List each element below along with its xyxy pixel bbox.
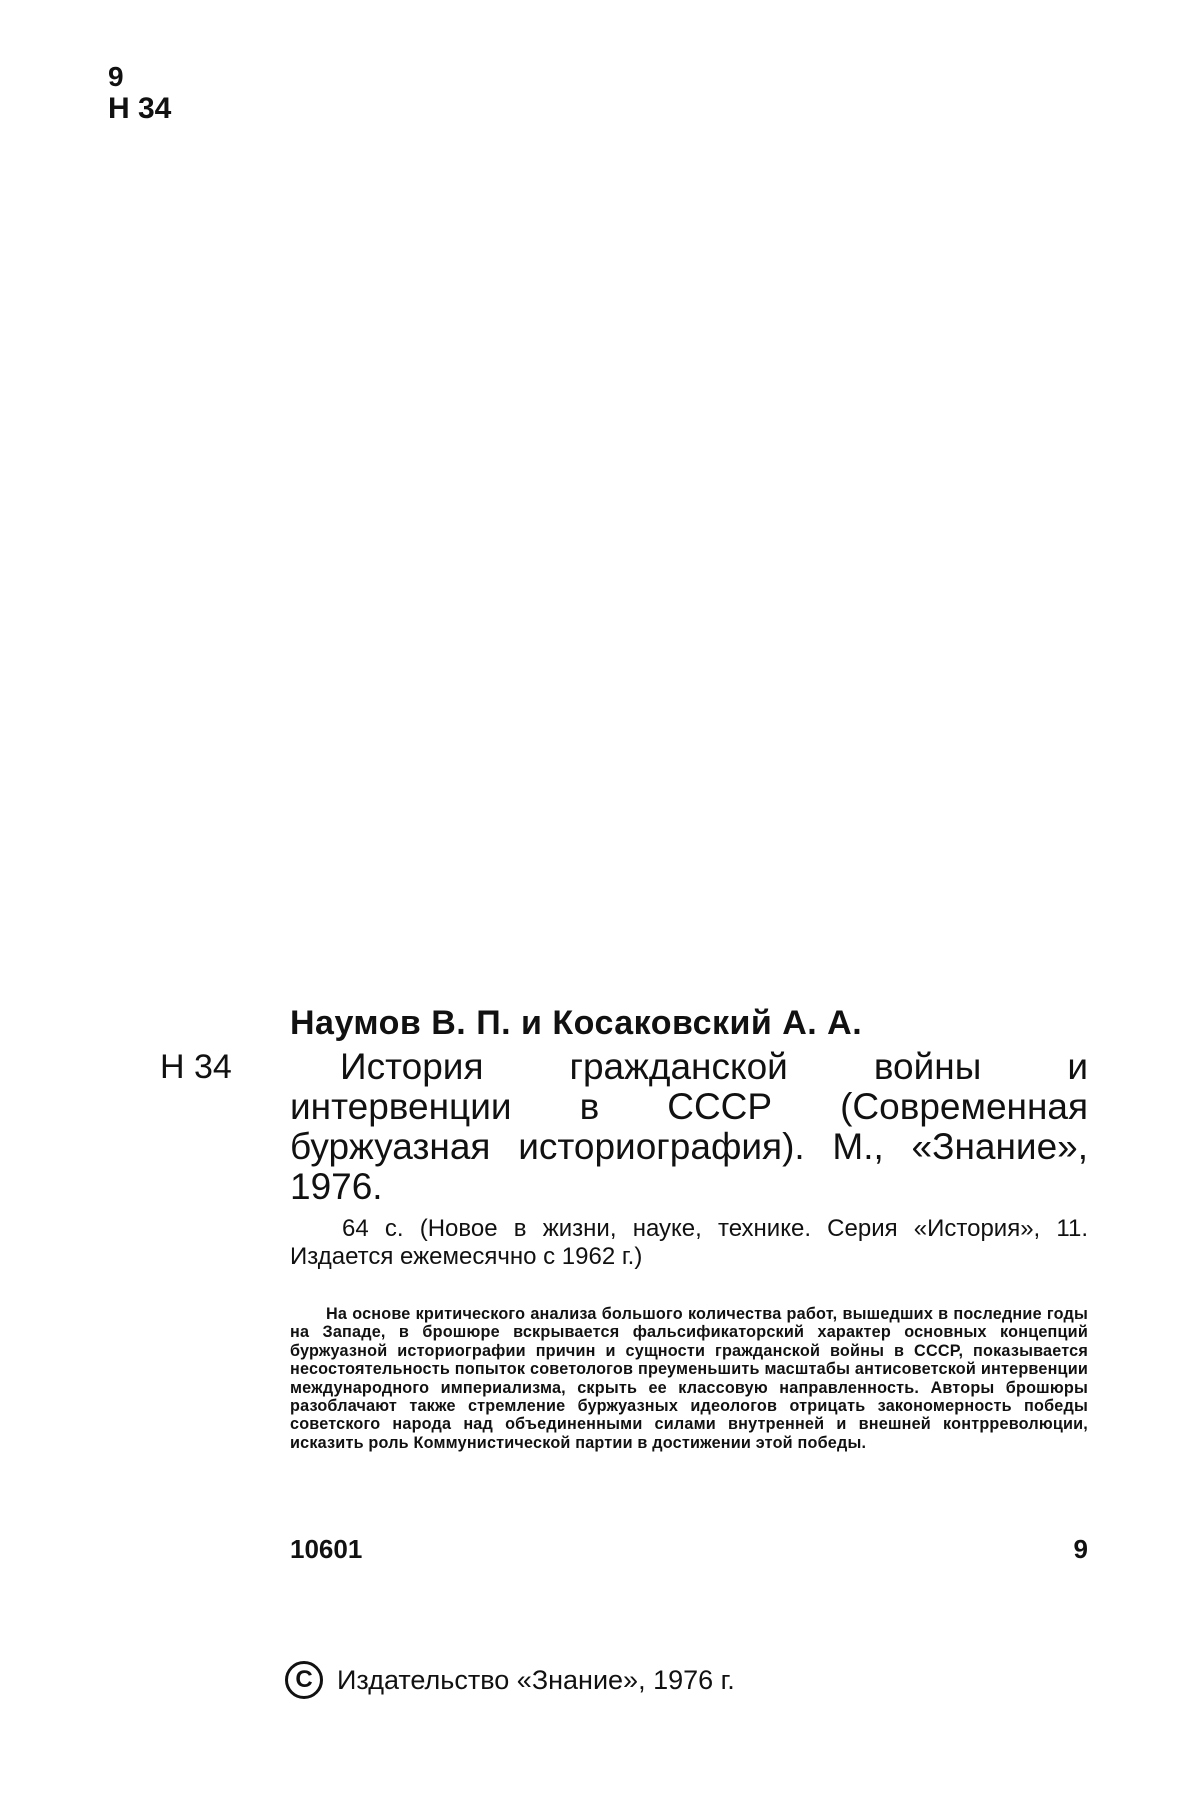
copyright-text: Издательство «Знание», 1976 г.	[337, 1664, 735, 1695]
copyright-line	[285, 1658, 735, 1702]
annotation-text: На основе критического анализа большого количества работ, вышедших в последние годы на Западе, в брошюре вскрывается фальсификаторский характер основных концепций буржуазной историографии причин и сущности гражданской войны в СССР, показывается несостоятельность попыток советологов преуменьшить масштабы антисоветской интервенции международного империализма, скрыть ее классовую направленность. Авторы брошюры разоблачают также стремление буржуазных идеологов отрицать закономерность победы советского народа над объединенными силами внутренней и внешней контрреволюции, исказить роль Коммунистической партии в достижении этой победы.	[290, 1305, 1088, 1452]
codes-row	[290, 1534, 1088, 1568]
publication-details: 64 с. (Новое в жизни, науке, технике. Серия «История», 11. Издается ежемесячно с 1962 г.)	[290, 1215, 1088, 1270]
book-title: История гражданской войны и интервенции в СССР (Современная буржуазная историография). М., «Знание», 1976.	[290, 1046, 1088, 1207]
classification-digit: 9	[1073, 1534, 1088, 1564]
corner-code-index: Н 34	[108, 92, 172, 125]
order-code: 10601	[290, 1534, 363, 1564]
author-line: Наумов В. П. и Косаковский А. А.	[290, 1004, 863, 1042]
catalog-card	[290, 1003, 1088, 1452]
author-mark-index: Н 34	[160, 1048, 232, 1086]
corner-code-digit: 9	[108, 61, 124, 92]
corner-library-code	[108, 62, 171, 126]
copyright-icon: C	[285, 1661, 323, 1699]
